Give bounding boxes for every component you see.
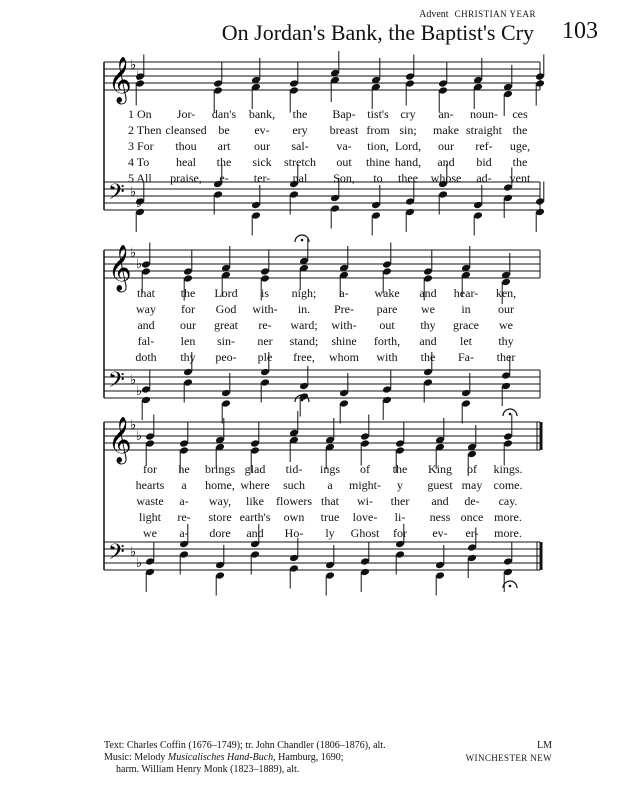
lyric-syllable: and (419, 286, 437, 300)
lyric-syllable: our (180, 318, 196, 332)
lyric-syllable: where (240, 478, 270, 492)
lyric-syllable: the (512, 155, 528, 169)
hymn-number: 103 (562, 18, 598, 44)
lyric-syllable: great (214, 318, 238, 332)
lyric-syllable: de- (464, 494, 480, 508)
tune-name: WINCHESTER NEW (465, 753, 552, 763)
lyric-syllable: a- (179, 526, 189, 540)
music-label: Music: Melody (104, 752, 168, 763)
lyric-syllable: y (397, 478, 403, 492)
lyric-syllable: the (420, 350, 436, 364)
harm-credit: harm. William Henry Monk (1823–1889), alt. (116, 764, 300, 775)
lyric-syllable: be (218, 123, 230, 137)
lyric-syllable: 3 For (128, 139, 154, 153)
lyric-syllable: in. (297, 302, 311, 316)
lyric-syllable: ref- (475, 139, 493, 153)
lyric-syllable: for (393, 526, 407, 540)
lyric-syllable: glad (244, 462, 266, 476)
lyric-syllable: that (321, 494, 339, 508)
music-place: Hamburg, 1690; (275, 752, 344, 763)
lyric-syllable: sin; (399, 123, 417, 137)
lyric-syllable: and (431, 494, 449, 508)
flat-icon: ♭ (130, 185, 137, 200)
meter: LM (537, 740, 552, 751)
lyric-syllable: tist's (367, 107, 389, 121)
lyric-syllable: whom (329, 350, 359, 364)
lyric-syllable: our (438, 139, 454, 153)
lyric-syllable: vent (509, 171, 531, 185)
lyric-syllable: from (366, 123, 390, 137)
lyric-syllable: home, (205, 478, 235, 492)
lyric-syllable: ery (292, 123, 308, 137)
lyric-syllable: that (137, 286, 155, 300)
lyric-syllable: we (421, 302, 435, 316)
fermata-dot (301, 399, 304, 402)
lyric-syllable: God (215, 302, 237, 316)
lyric-syllable: ad- (476, 171, 492, 185)
lyric-syllable: kings. (493, 462, 523, 476)
lyric-syllable: guest (427, 478, 453, 492)
tune-info (466, 740, 552, 764)
bass-clef-icon: 𝄢 (108, 540, 125, 570)
lyric-syllable: sin- (217, 334, 235, 348)
lyric-syllable: praise, (170, 171, 202, 185)
lyric-syllable: stand; (289, 334, 319, 348)
flat-icon: ♭ (136, 556, 143, 571)
lyric-syllable: ness (429, 510, 451, 524)
flat-icon: ♭ (130, 545, 137, 560)
treble-clef-icon: 𝄞 (108, 417, 132, 463)
lyric-syllable: Ho- (284, 526, 304, 540)
footer-credits (104, 740, 386, 776)
lyric-syllable: may (461, 478, 483, 492)
treble-clef-icon: 𝄞 (108, 245, 132, 291)
lyric-syllable: cry (400, 107, 416, 121)
hymn-title: On Jordan's Bank, the Baptist's Cry (221, 20, 534, 45)
lyric-syllable: stretch (284, 155, 316, 169)
lyric-syllable: peo- (215, 350, 237, 364)
lyric-syllable: and (137, 318, 155, 332)
lyric-syllable: our (254, 139, 270, 153)
lyric-syllable: er- (465, 526, 479, 540)
lyric-syllable: we (499, 318, 513, 332)
lyric-syllable: li- (394, 510, 406, 524)
bass-clef-icon: 𝄢 (108, 180, 125, 210)
season: Advent (419, 9, 449, 20)
category: CHRISTIAN YEAR (454, 9, 536, 19)
lyric-syllable: with (376, 350, 398, 364)
lyric-syllable: we (143, 526, 157, 540)
lyric-syllable: love- (352, 510, 378, 524)
lyric-syllable: whose (430, 171, 462, 185)
lyric-syllable: brings (205, 462, 235, 476)
lyric-syllable: ward; (290, 318, 318, 332)
lyric-syllable: free, (293, 350, 315, 364)
lyric-syllable: let (460, 334, 472, 348)
lyric-syllable: ings (319, 462, 341, 476)
lyric-syllable: the (180, 286, 196, 300)
lyric-syllable: an- (438, 107, 454, 121)
lyric-syllable: and (419, 334, 437, 348)
flat-icon: ♭ (130, 246, 137, 261)
lyric-syllable: noun- (470, 107, 498, 121)
flat-icon: ♭ (136, 429, 143, 444)
lyric-syllable: out (336, 155, 352, 169)
lyric-syllable: straight (466, 123, 502, 137)
lyric-syllable: earth's (239, 510, 271, 524)
lyric-syllable: might- (349, 478, 381, 492)
lyric-syllable: tid- (285, 462, 303, 476)
flat-icon: ♭ (136, 384, 143, 399)
lyric-syllable: Pre- (334, 302, 354, 316)
lyric-syllable: dan's (211, 107, 237, 121)
lyric-syllable: shine (331, 334, 357, 348)
lyric-syllable: cay. (498, 494, 518, 508)
lyric-syllable: Ghost (350, 526, 380, 540)
lyric-syllable: ther (390, 494, 410, 508)
lyric-syllable: nigh; (291, 286, 317, 300)
lyric-syllable: the (216, 155, 232, 169)
lyric-syllable: way (136, 302, 156, 316)
lyric-syllable: breast (329, 123, 359, 137)
lyric-syllable: bid (476, 155, 492, 169)
flat-icon: ♭ (130, 373, 137, 388)
lyric-syllable: ther (496, 350, 516, 364)
lyric-syllable: va- (336, 139, 352, 153)
lyric-syllable: sal- (291, 139, 309, 153)
lyric-syllable: come. (493, 478, 523, 492)
lyric-syllable: dore (209, 526, 231, 540)
lyric-syllable: once (460, 510, 484, 524)
lyric-syllable: len (180, 334, 196, 348)
lyric-syllable: a- (179, 494, 189, 508)
lyric-syllable: ces (512, 107, 528, 121)
treble-clef-icon: 𝄞 (108, 57, 132, 103)
lyric-syllable: 1 On (128, 107, 152, 121)
music-credit (104, 752, 386, 764)
lyric-syllable: in (461, 302, 471, 316)
lyric-syllable: art (217, 139, 231, 153)
lyric-syllable: with- (331, 318, 357, 332)
fermata-dot (509, 413, 512, 416)
lyric-syllable: thou (175, 139, 197, 153)
lyric-syllable: thy (180, 350, 196, 364)
lyric-syllable: ple (257, 350, 273, 364)
lyric-syllable: Fa- (458, 350, 474, 364)
flat-icon: ♭ (130, 58, 137, 73)
lyric-syllable: like (246, 494, 264, 508)
lyric-syllable: hear- (453, 286, 479, 300)
lyric-syllable: sick (252, 155, 272, 169)
lyric-syllable: uge, (509, 139, 531, 153)
lyric-syllable: a- (339, 286, 349, 300)
lyric-syllable: Lord, (394, 139, 422, 153)
lyric-syllable: of (360, 462, 370, 476)
lyric-syllable: thee (398, 171, 418, 185)
lyric-syllable: and (437, 155, 455, 169)
lyric-syllable: heal (176, 155, 196, 169)
lyric-syllable: King (428, 462, 452, 476)
lyric-syllable: the (392, 462, 408, 476)
fermata-dot (509, 585, 512, 588)
lyric-syllable: Lord (214, 286, 238, 300)
lyric-syllable: make (433, 123, 459, 137)
lyric-syllable: of (467, 462, 477, 476)
lyric-syllable: nal (292, 171, 308, 185)
lyric-syllable: Son, (333, 171, 355, 185)
lyric-syllable: our (498, 302, 514, 316)
lyric-syllable: is (260, 286, 270, 300)
lyric-syllable: a (181, 478, 187, 492)
lyric-syllable: store (208, 510, 232, 524)
lyric-syllable: wi- (357, 494, 373, 508)
lyric-syllable: and (246, 526, 264, 540)
lyric-syllable: 2 Then (128, 123, 162, 137)
lyric-syllable: out (379, 318, 395, 332)
lyric-syllable: the (512, 123, 528, 137)
lyric-syllable: ev- (254, 123, 270, 137)
lyric-syllable: for (143, 462, 157, 476)
lyric-syllable: thine (366, 155, 390, 169)
lyric-syllable: re- (177, 510, 191, 524)
lyric-syllable: ner (257, 334, 273, 348)
flat-icon: ♭ (136, 257, 143, 272)
lyric-syllable: Jor- (176, 107, 196, 121)
lyric-syllable: hearts (135, 478, 165, 492)
fermata-dot (301, 239, 304, 242)
lyric-syllable: true (320, 510, 340, 524)
lyric-syllable: 4 To (128, 155, 150, 169)
lyric-syllable: 5 All (128, 171, 152, 185)
lyric-syllable: forth, (373, 334, 401, 348)
text-credit: Text: Charles Coffin (1676–1749); tr. John Chandler (1806–1876), alt. (104, 740, 386, 751)
lyric-syllable: ter- (253, 171, 271, 185)
lyric-syllable: bank, (248, 107, 276, 121)
lyric-syllable: cleansed (165, 123, 207, 137)
lyric-syllable: e- (219, 171, 229, 185)
bass-clef-icon: 𝄢 (108, 368, 125, 398)
lyric-syllable: ev- (432, 526, 448, 540)
lyric-syllable: pare (376, 302, 398, 316)
lyric-syllable: ken, (495, 286, 517, 300)
flat-icon: ♭ (130, 418, 137, 433)
lyric-syllable: doth (135, 350, 157, 364)
lyric-syllable: thy (420, 318, 436, 332)
lyric-syllable: wake (374, 286, 400, 300)
lyric-syllable: more. (494, 510, 522, 524)
lyric-syllable: with- (252, 302, 278, 316)
lyric-syllable: waste (136, 494, 164, 508)
lyric-syllable: he (178, 462, 190, 476)
lyric-syllable: flowers (276, 494, 312, 508)
lyric-syllable: hand, (394, 155, 422, 169)
lyric-syllable: such (283, 478, 305, 492)
lyric-syllable: to (373, 171, 383, 185)
lyric-syllable: way, (208, 494, 232, 508)
lyric-syllable: ly (325, 526, 335, 540)
lyric-syllable: for (181, 302, 195, 316)
lyric-syllable: fal- (137, 334, 155, 348)
lyric-syllable: the (292, 107, 308, 121)
lyric-syllable: re- (258, 318, 272, 332)
lyric-syllable: a (327, 478, 333, 492)
lyric-syllable: own (283, 510, 305, 524)
lyric-syllable: grace (453, 318, 479, 332)
music-source: Musicalisches Hand-Buch, (167, 752, 276, 763)
lyric-syllable: Bap- (332, 107, 356, 121)
lyric-syllable: light (138, 510, 162, 524)
lyric-syllable: thy (498, 334, 514, 348)
lyric-syllable: more. (494, 526, 522, 540)
lyric-syllable: tion, (367, 139, 389, 153)
